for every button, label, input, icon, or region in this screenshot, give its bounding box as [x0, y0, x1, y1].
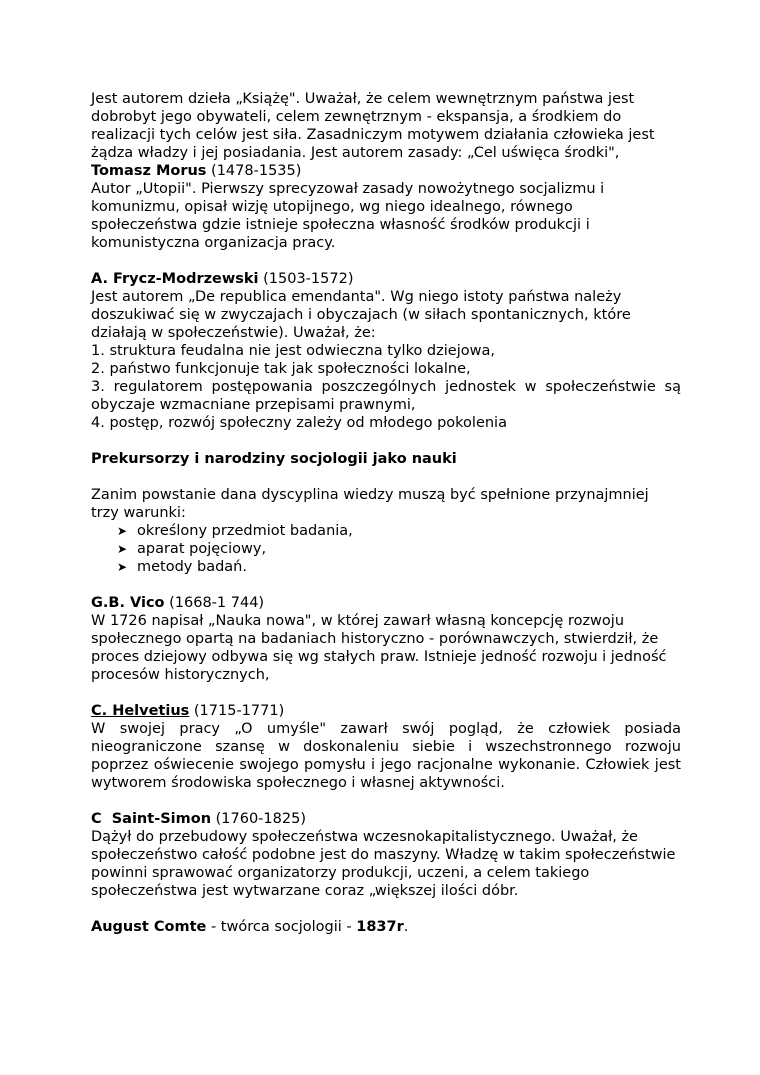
- document-page: [91, 90, 681, 936]
- saintsimon-heading: [91, 810, 681, 828]
- comte-description: - twórca socjologii -: [206, 919, 357, 935]
- saintsimon-years: (1760-1825): [215, 811, 306, 827]
- modrzewski-point-2: 2. państwo funkcjonuje tak jak społeczności lokalne,: [91, 361, 471, 377]
- helvetius-paragraph: W swojej pracy „O umyśle" zawarł swój pogląd, że człowiek posiada nieograniczone szansę w doskonaleniu siebie i wszechstronnego rozwoju poprzez oświecenie swojego pomysłu i jego racjonalne wykonanie. Człowiek jest wytworem środowiska społecznego i własnej aktywności.: [91, 721, 681, 791]
- comte-line: [91, 918, 681, 936]
- modrzewski-point-3: 3. regulatorem postępowania poszczególnych jednostek w społeczeństwie są obyczaje wzmacniane przepisami prawnymi,: [91, 379, 681, 413]
- morus-heading: [91, 162, 681, 180]
- list-item: ➤ określony przedmiot badania,: [117, 523, 353, 539]
- vico-paragraph: W 1726 napisał „Nauka nowa", w której zawarł własną koncepcję rozwoju społecznego opartą na badaniach historyczno - porównawczych, stwierdził, że proces dziejowy odbywa się wg stałych praw. Istnieje jedność rozwoju i jedność procesów historycznych,: [91, 613, 667, 683]
- modrzewski-paragraph: Jest autorem „De republica emendanta". Wg niego istoty państwa należy doszukiwać się w zwyczajach i obyczajach (w siłach spontanicznych, które działają w społeczeństwie). Uważał, że:: [91, 289, 631, 341]
- list-item: ➤ aparat pojęciowy,: [117, 541, 267, 557]
- morus-paragraph: Autor „Utopii". Pierwszy sprecyzował zasady nowożytnego socjalizmu i komunizmu, opisał wizję utopijnego, wg niego idealnego, równego społeczeństwa gdzie istnieje społeczna własność środków produkcji i komunistyczna organizacja pracy.: [91, 181, 605, 251]
- section-intro: Zanim powstanie dana dyscyplina wiedzy muszą być spełnione przynajmniej trzy warunki:: [91, 487, 649, 521]
- modrzewski-name: A. Frycz-Modrzewski: [91, 271, 259, 287]
- comte-name: August Comte: [91, 919, 207, 935]
- vico-heading: [91, 594, 681, 612]
- morus-years: (1478-1535): [211, 163, 302, 179]
- list-item: ➤ metody badań.: [117, 559, 247, 575]
- vico-name: G.B. Vico: [91, 595, 165, 611]
- modrzewski-point-1: 1. struktura feudalna nie jest odwieczna tylko dziejowa,: [91, 343, 495, 359]
- saintsimon-paragraph: Dążył do przebudowy społeczeństwa wczesnokapitalistycznego. Uważał, że społeczeństwo całość podobne jest do maszyny. Władzę w takim społeczeństwie powinni sprawować organizatorzy produkcji, uczeni, a celem takiego społeczeństwa jest wytwarzane coraz „większej ilości dóbr.: [91, 829, 676, 899]
- conditions-list: [91, 522, 681, 576]
- modrzewski-heading: [91, 270, 681, 288]
- arrowhead-bullet-icon: ➤: [117, 542, 128, 556]
- arrowhead-bullet-icon: ➤: [117, 560, 128, 574]
- morus-name: Tomasz Morus: [91, 163, 207, 179]
- arrowhead-bullet-icon: ➤: [117, 524, 128, 538]
- helvetius-years: (1715-1771): [193, 703, 285, 719]
- saintsimon-name: C Saint-Simon: [91, 811, 212, 827]
- comte-year: 1837r: [356, 919, 404, 935]
- section-heading: Prekursorzy i narodziny socjologii jako nauki: [91, 451, 457, 467]
- machiavelli-paragraph: Jest autorem dzieła „Książę". Uważał, że celem wewnętrznym państwa jest dobrobyt jego obywateli, celem zewnętrznym - ekspansja, a środkiem do realizacji tych celów jest siła. Zasadniczym motywem działania człowieka jest żądza władzy i jej posiadania. Jest autorem zasady: „Cel uświęca środki",: [91, 91, 655, 161]
- helvetius-heading: [91, 702, 681, 720]
- comte-end: .: [403, 919, 409, 935]
- vico-years: (1668-1 744): [169, 595, 265, 611]
- modrzewski-years: (1503-1572): [263, 271, 354, 287]
- modrzewski-point-4: 4. postęp, rozwój społeczny zależy od młodego pokolenia: [91, 415, 507, 431]
- helvetius-name: C. Helvetius: [91, 703, 190, 719]
